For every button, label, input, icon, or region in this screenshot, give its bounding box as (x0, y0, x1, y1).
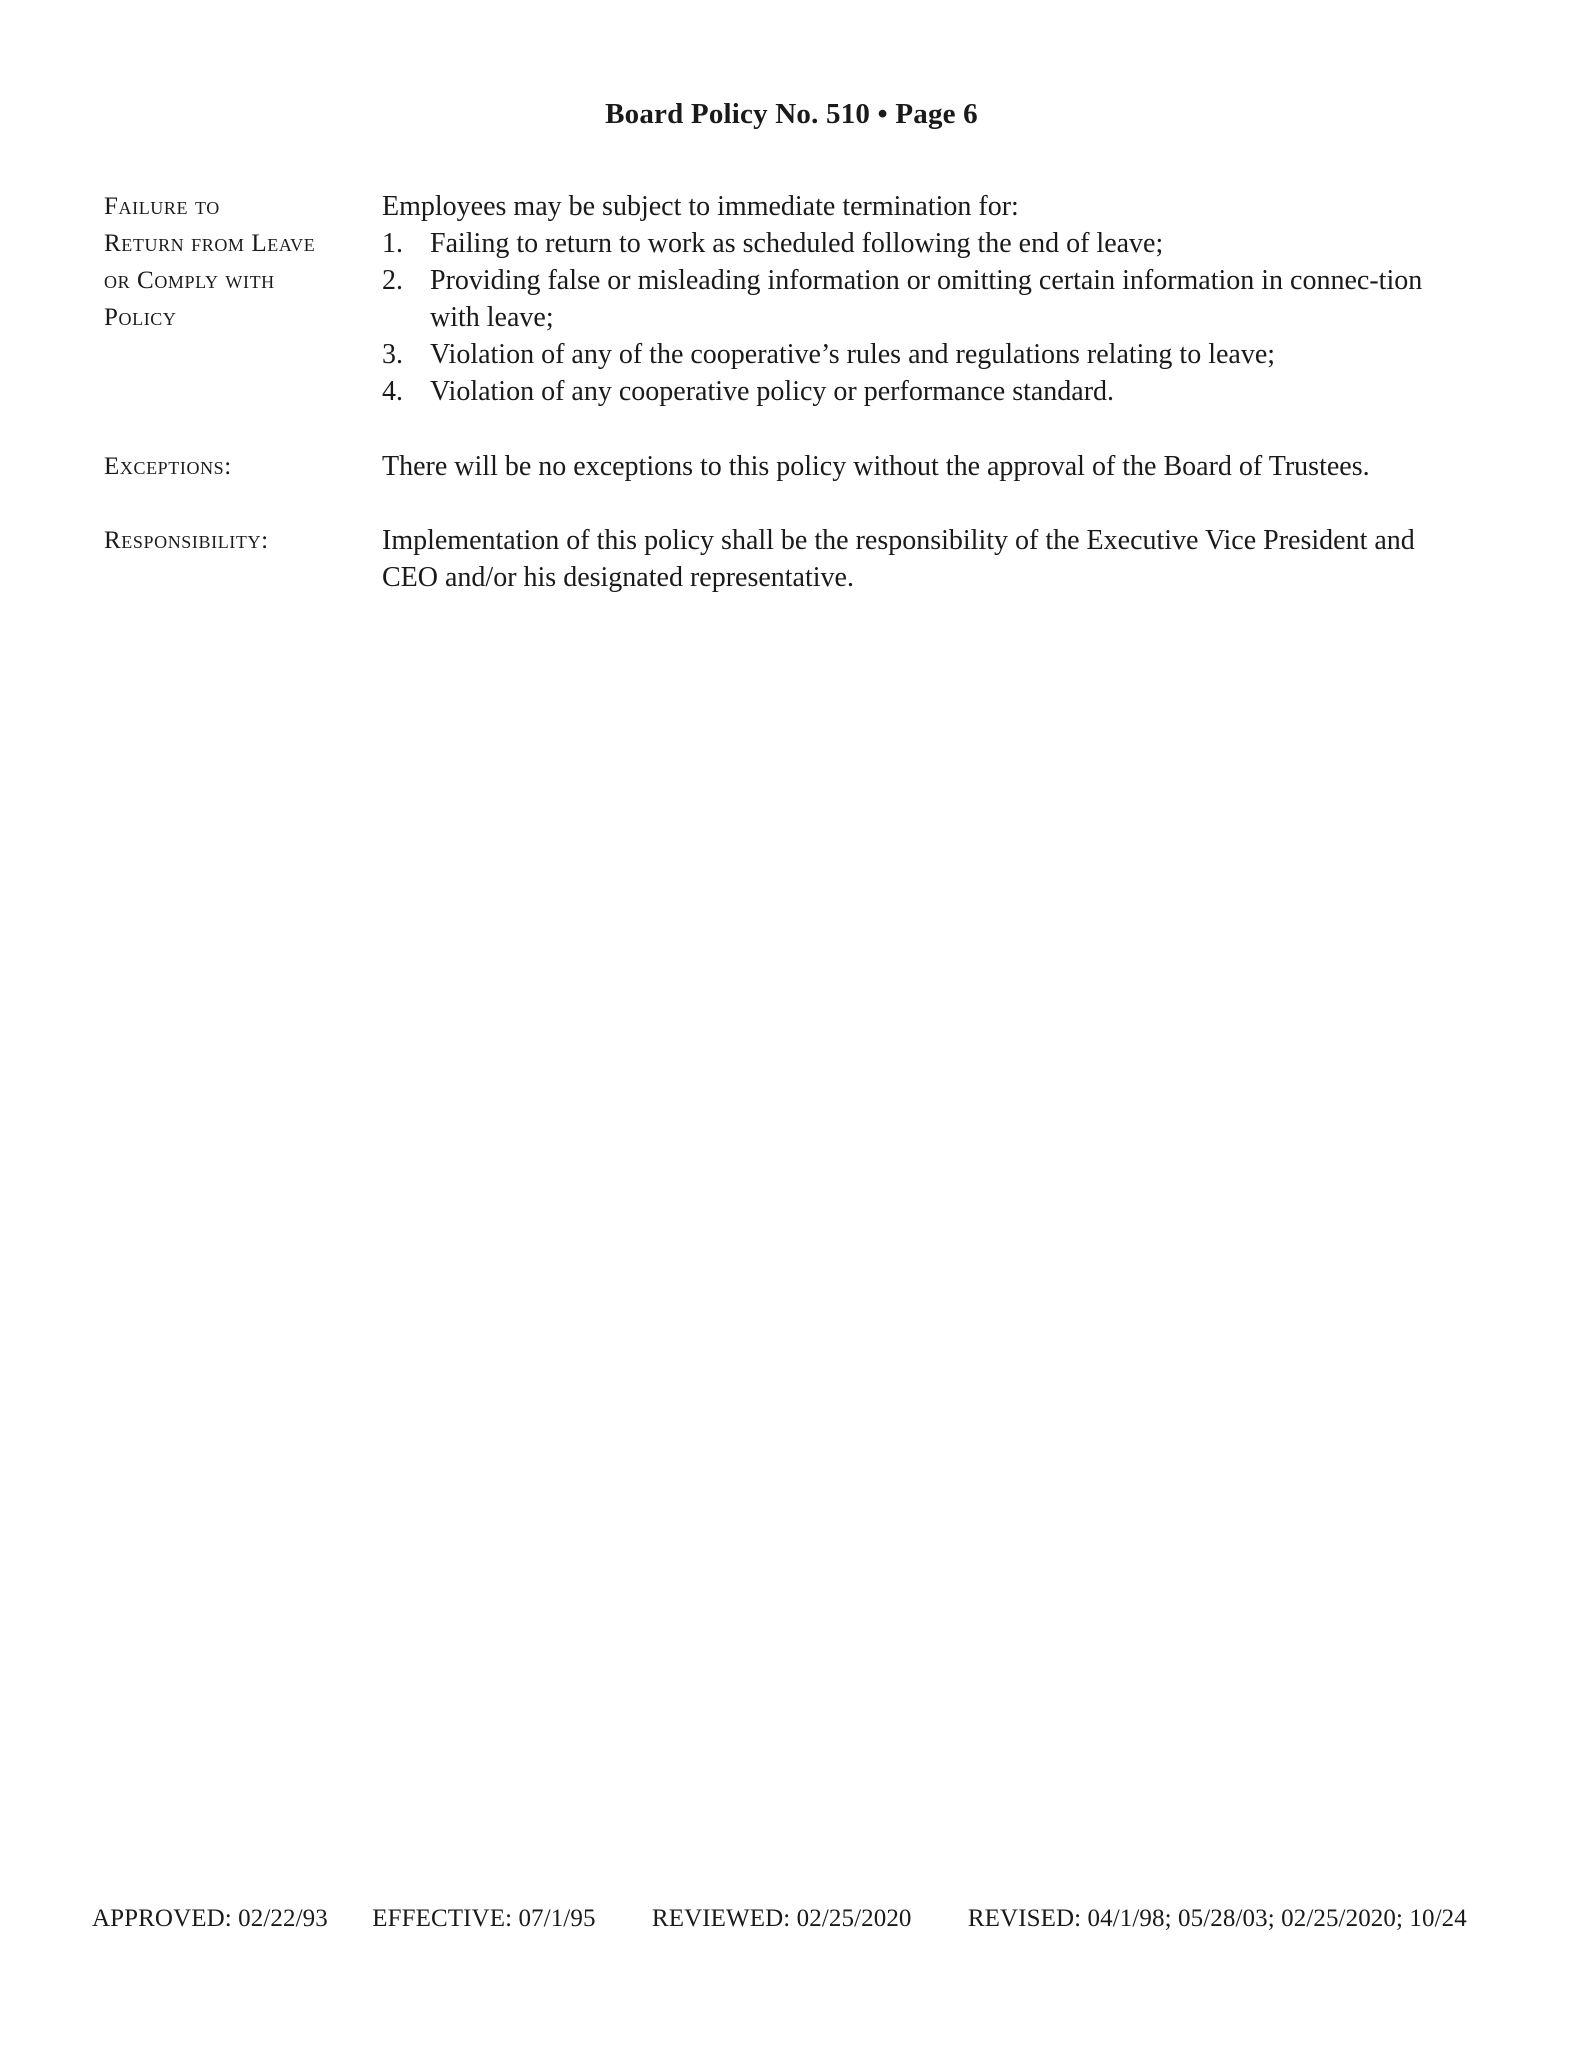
section-intro: Employees may be subject to immediate termination for: (382, 191, 1019, 222)
list-item-number: 1. (382, 228, 403, 259)
list-item-text: Violation of any of the cooperative’s rules and regulations relating to leave; (430, 339, 1276, 370)
revised-dates: REVISED: 04/1/98; 05/28/03; 02/25/2020; 10/24 (967, 1905, 1467, 1932)
page-title: Board Policy No. 510 • Page 6 (605, 98, 978, 130)
list-item-number: 3. (382, 339, 403, 370)
section-label-line: Policy (104, 304, 177, 331)
list-item-text: Violation of any cooperative policy or performance standard. (430, 376, 1115, 407)
section-label-line: Failure to (104, 193, 220, 220)
list-item (382, 373, 1462, 410)
list-item (382, 262, 1462, 336)
list-item-text: Providing false or misleading information or omitting certain information in connec-tion with leave; (430, 265, 1423, 333)
section-body-exceptions: There will be no exceptions to this policy without the approval of the Board of Trustees. (382, 451, 1370, 482)
policy-dates-footer (92, 1905, 1467, 1933)
section-label-failure (104, 188, 374, 336)
list-item (382, 225, 1462, 262)
section-label-line: Return from Leave (104, 230, 316, 257)
effective-date: EFFECTIVE: 07/1/95 (372, 1905, 596, 1932)
section-label-line: or Comply with (104, 267, 275, 294)
termination-reasons-list (382, 225, 1462, 410)
list-item (382, 336, 1462, 373)
approved-date: APPROVED: 02/22/93 (92, 1905, 328, 1932)
list-item-text: Failing to return to work as scheduled following the end of leave; (430, 228, 1164, 259)
section-body-responsibility: Implementation of this policy shall be the responsibility of the Executive Vice President and CEO and/or his designated representative. (382, 525, 1415, 593)
section-label-responsibility: Responsibility: (104, 527, 269, 554)
reviewed-date: REVIEWED: 02/25/2020 (651, 1905, 912, 1932)
section-label-exceptions: Exceptions: (104, 453, 232, 480)
section-body-failure (382, 188, 1462, 410)
list-item-number: 4. (382, 376, 403, 407)
list-item-number: 2. (382, 265, 403, 296)
